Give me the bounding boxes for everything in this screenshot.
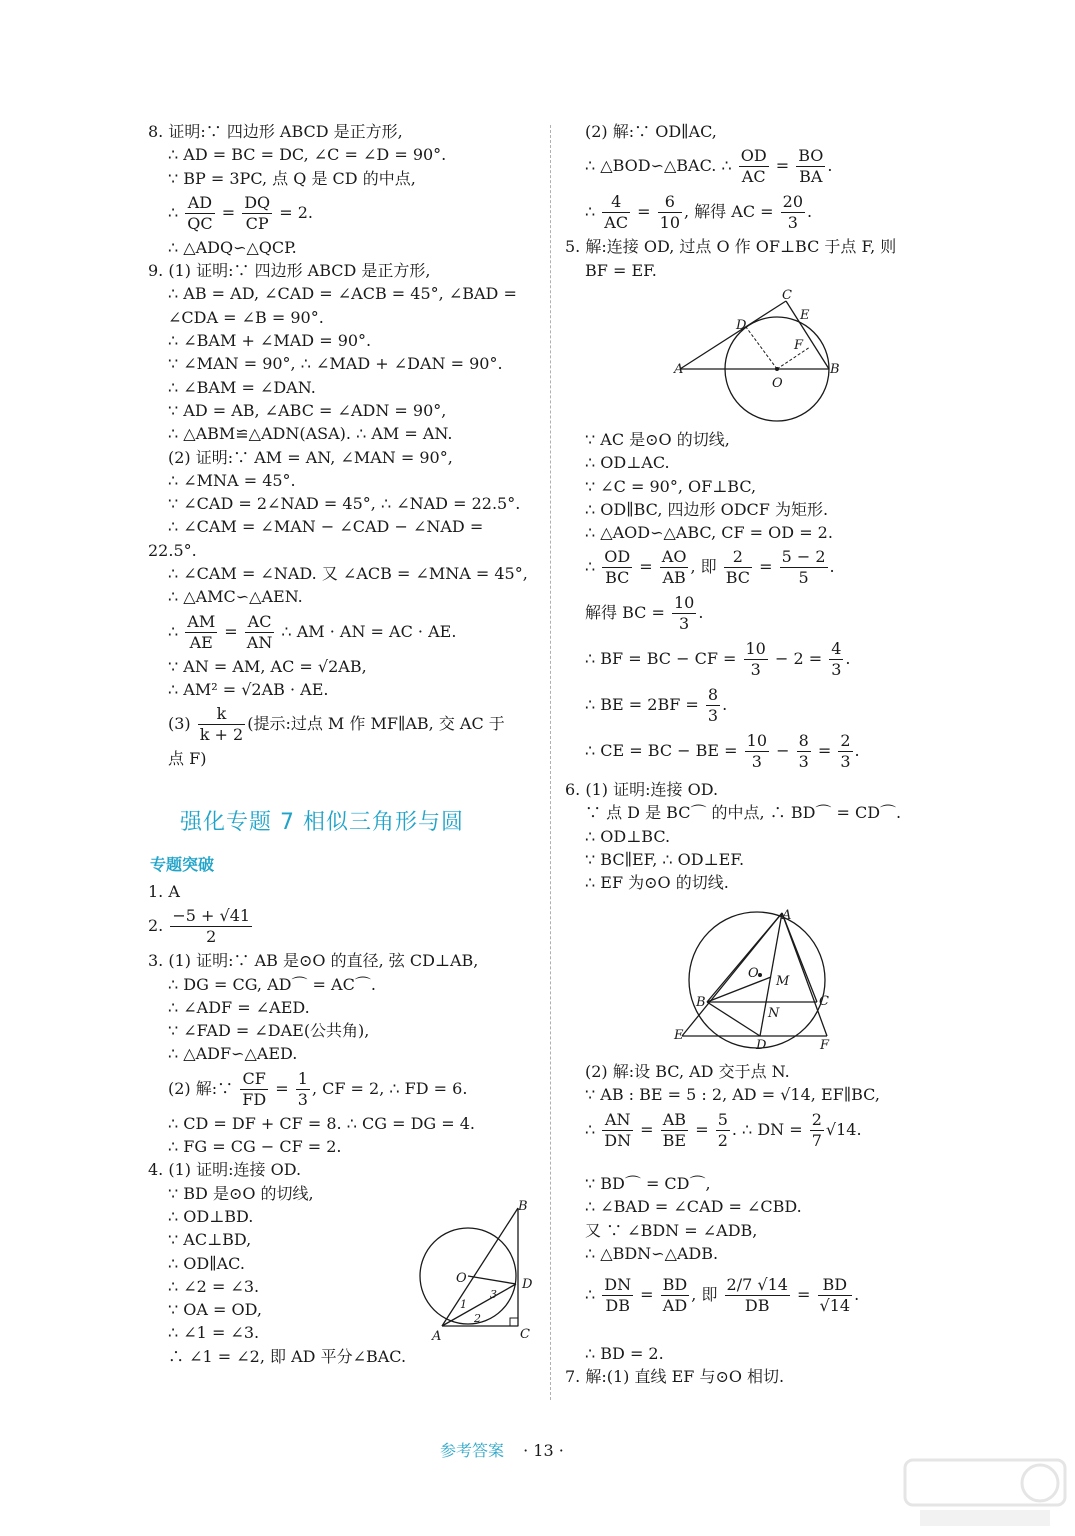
text-line: 点 F) (168, 749, 207, 769)
text-line: 3. (1) 证明:∵ AB 是⊙O 的直径, 弦 CD⊥AB, (148, 951, 479, 971)
fraction (744, 639, 768, 680)
fraction (725, 1275, 790, 1316)
left-column (148, 120, 543, 771)
text-line (565, 1107, 965, 1153)
fraction (810, 1110, 824, 1151)
text: ∴ (168, 202, 184, 222)
right-column-4 (565, 1060, 965, 1153)
fig6-label: D (756, 1038, 767, 1053)
text-line: ∴ OD⊥BC. (585, 826, 671, 846)
text-line: 22.5°. (148, 540, 197, 560)
fraction (185, 612, 217, 653)
fraction (245, 612, 275, 653)
text: ∴ △BOD∽△BAC. ∴ (585, 156, 737, 176)
fraction (242, 193, 272, 234)
text-line: ∴ △AOD∽△ABC, CF = OD = 2. (585, 523, 833, 543)
fraction-denominator: 3 (707, 706, 719, 726)
fraction (796, 146, 825, 187)
text: − 2 = (769, 649, 828, 669)
text: − (771, 741, 795, 761)
text: ∴ (585, 1119, 601, 1139)
fraction-numerator: 10 (745, 639, 766, 659)
fraction-numerator: 2 (811, 1109, 822, 1129)
text-line: 5. 解:连接 OD, 过点 O 作 OF⊥BC 于点 F, 则 (565, 237, 897, 257)
fraction-denominator: AD (662, 1296, 688, 1316)
text: = (635, 1285, 659, 1305)
text: = (754, 557, 778, 577)
text-line: ∴ ∠1 = ∠3. (168, 1323, 260, 1343)
line-ac (680, 301, 786, 369)
fig6-label: N (768, 1006, 780, 1021)
text-line: ∴ ∠BAM + ∠MAD = 90°. (168, 331, 372, 351)
text: ∴ (585, 557, 601, 577)
fraction-denominator: AC (604, 213, 629, 233)
fig6-label: O (748, 966, 759, 981)
text-line: ∵ BD⌒ = CD⌒, (585, 1174, 711, 1193)
fraction-denominator: 3 (798, 752, 809, 772)
fraction-numerator: AN (602, 1110, 633, 1131)
fraction-denominator: BA (799, 167, 823, 187)
text-line: 4. (1) 证明:连接 OD. (148, 1160, 302, 1180)
text: . (827, 156, 833, 176)
text: = (634, 557, 658, 577)
text: = (270, 1078, 294, 1098)
fraction-numerator: AM (187, 611, 216, 631)
fraction-denominator: AC (741, 167, 766, 187)
text: . (854, 1285, 860, 1305)
text-line: ∴ ∠BAD = ∠CAD = ∠CBD. (585, 1197, 802, 1217)
fig6-label: B (696, 995, 706, 1010)
fraction (602, 547, 632, 588)
fraction (745, 731, 769, 772)
fraction (602, 1110, 633, 1151)
text-line: 9. (1) 证明:∵ 四边形 ABCD 是正方形, (148, 261, 431, 281)
section-subheading: 专题突破 (150, 855, 215, 874)
fraction-numerator: BO (798, 146, 824, 166)
fraction-numerator: DN (604, 1275, 632, 1295)
column-divider (550, 125, 552, 1400)
fraction-denominator: QC (187, 213, 213, 233)
fraction-numerator: 2 (724, 547, 752, 568)
text: ∴ BF = BC − CF = (585, 649, 742, 669)
text: . (807, 202, 813, 222)
fraction-numerator: 10 (746, 731, 768, 751)
text-line: ∴ EF 为⊙O 的切线. (585, 873, 729, 893)
fraction-numerator: 8 (798, 731, 809, 751)
text-line: ∴ AB = AD, ∠CAD = ∠ACB = 45°, ∠BAD = (168, 284, 517, 304)
section-heading: 强化专题 7 相似三角形与圆 (180, 810, 464, 835)
text: ∴ AM · AN = AC · AE. (276, 621, 457, 641)
text-line: ∴ AM² = √2AB · AE. (168, 679, 329, 699)
text: ∴ CE = BC − BE = (585, 741, 743, 761)
fraction-denominator: BE (662, 1130, 687, 1150)
fraction-denominator: 5 (798, 568, 809, 588)
text-line: (2) 解:∵ OD∥AC, (585, 122, 717, 141)
text-line: ∵ ∠FAD = ∠DAE(公共角), (168, 1021, 370, 1041)
text-line: ∴ ∠ADF = ∠AED. (168, 997, 310, 1017)
text-line (148, 903, 543, 949)
fraction (660, 547, 689, 588)
text-line: (2) 解:设 BC, AD 交于点 N. (585, 1062, 790, 1081)
text: . (845, 649, 851, 669)
fig4-label: B (518, 1199, 528, 1214)
text: (2) 解:∵ (168, 1078, 239, 1098)
text-line: ∵ AN = AM, AC = √2AB, (168, 656, 367, 676)
page-footer (440, 1438, 564, 1461)
fraction (661, 1110, 688, 1151)
fig5-label: F (794, 338, 804, 353)
fraction-numerator: 4 (602, 192, 630, 213)
text: √14. (825, 1119, 862, 1139)
text: = (635, 1119, 659, 1139)
fraction (829, 639, 843, 680)
text: . (722, 695, 728, 715)
text-line (565, 544, 965, 590)
text-line: ∵ ∠CAD = 2∠NAD = 45°, ∴ ∠NAD = 22.5°. (168, 494, 521, 514)
text-line: ∴ ∠CAM = ∠NAD. 又 ∠ACB = ∠MNA = 45°, (168, 564, 528, 584)
text-line: ∴ BD = 2. (585, 1344, 664, 1363)
text-line: ∴ △ABM≌△ADN(ASA). ∴ AM = AN. (168, 424, 453, 444)
fig4-label: 2 (474, 1312, 481, 1325)
text: , 即 (691, 1285, 723, 1305)
fraction (781, 192, 805, 233)
text-line: ∴ ∠2 = ∠3. (168, 1276, 260, 1296)
fig6-label: C (819, 994, 829, 1009)
fraction-numerator: BD (818, 1275, 853, 1296)
fraction-denominator: 3 (750, 660, 761, 680)
text-line: 又 ∵ ∠BDN = ∠ADB, (585, 1220, 758, 1240)
watermark-logo (900, 1455, 1070, 1530)
fraction-denominator: 3 (840, 752, 851, 772)
fraction-numerator: 10 (673, 593, 695, 613)
text-line: ∴ OD⊥AC. (585, 453, 670, 473)
text: ∴ (168, 621, 184, 641)
text-line (565, 728, 965, 774)
fig5-label: O (772, 376, 783, 391)
fraction-numerator: BD (662, 1275, 688, 1295)
text-line (565, 590, 965, 636)
fraction-denominator: AN (246, 632, 273, 652)
fraction-numerator: 5 − 2 (781, 547, 826, 567)
fig4-label: C (520, 1327, 530, 1342)
text: = (791, 1285, 816, 1305)
fraction-denominator: 3 (297, 1089, 308, 1109)
right-column-2 (565, 428, 965, 774)
fraction (296, 1069, 310, 1110)
text-line (148, 190, 543, 236)
fraction (780, 547, 828, 588)
fraction-denominator: BC (605, 568, 630, 588)
text-line (565, 636, 965, 682)
text: . (698, 603, 704, 623)
fraction (724, 547, 752, 588)
text: ∴ (585, 202, 601, 222)
fraction (672, 593, 696, 634)
text-line (148, 701, 543, 747)
right-column-6 (565, 1342, 965, 1389)
text-line: ∴ △AMC∽△AEN. (168, 587, 303, 607)
fraction-denominator: CP (245, 213, 269, 233)
fraction-numerator: OD (740, 146, 767, 166)
fraction-numerator: 1 (297, 1068, 308, 1088)
text: ∴ BE = 2BF = (585, 695, 704, 715)
fraction (198, 704, 245, 745)
text-line: 6. (1) 证明:连接 OD. (565, 780, 719, 799)
fraction-numerator: CF (240, 1069, 268, 1090)
fraction-numerator: k (198, 704, 245, 725)
right-column (565, 120, 965, 282)
fraction (658, 192, 682, 233)
text: = (812, 741, 837, 761)
fraction-denominator: FD (242, 1089, 267, 1109)
fraction-numerator: 2 (840, 731, 851, 751)
fraction-numerator: OD (604, 547, 631, 567)
fig5-label: C (782, 288, 792, 303)
text: = (219, 621, 243, 641)
fraction-numerator: 2/7 √14 (726, 1275, 788, 1295)
fraction (716, 1110, 730, 1151)
text-line (148, 609, 543, 655)
fig5-label: E (800, 308, 810, 323)
fraction-numerator: AO (661, 547, 687, 567)
fraction (706, 685, 720, 726)
right-column-3 (565, 778, 965, 894)
text-line: ∵ AC 是⊙O 的切线, (585, 430, 730, 449)
fig6-label: F (820, 1038, 830, 1053)
fraction-denominator: 3 (679, 614, 690, 634)
text-line: BF = EF. (585, 260, 657, 280)
fraction-numerator: AD (185, 193, 214, 214)
fig4-label: O (456, 1271, 467, 1286)
fig4-label: A (432, 1329, 442, 1344)
fraction-denominator: 7 (811, 1130, 822, 1150)
text-line: ∵ ∠MAN = 90°, ∴ ∠MAD + ∠DAN = 90°. (168, 354, 503, 374)
figure-circle-triangle-6 (672, 905, 842, 1055)
fraction-numerator: AB (661, 1110, 688, 1131)
text-line: ∴ OD∥AC. (168, 1253, 245, 1273)
text: . (854, 741, 860, 761)
text: = (770, 156, 795, 176)
text-line: ∴ CD = DF + CF = 8. ∴ CG = DG = 4. (168, 1113, 476, 1133)
point-o (775, 367, 779, 371)
line-od (746, 327, 777, 369)
fraction (602, 192, 630, 233)
fraction-numerator: 5 (717, 1109, 728, 1129)
footer-label: 参考答案 (440, 1441, 505, 1460)
text: = (216, 202, 241, 222)
fraction (818, 1275, 853, 1316)
fraction-denominator: 3 (787, 213, 798, 233)
text-line: (2) 证明:∵ AM = AN, ∠MAN = 90°, (168, 447, 453, 467)
fraction-numerator: 20 (782, 192, 803, 212)
text: , 解得 AC = (684, 202, 779, 222)
fig5-label: B (830, 362, 840, 377)
fraction-numerator: AC (245, 612, 275, 633)
fraction (797, 731, 811, 772)
fraction-numerator: −5 + √41 (172, 906, 251, 926)
text-line: ∴ FG = CG − CF = 2. (168, 1137, 342, 1157)
text: . (829, 557, 835, 577)
text-line: ∠CDA = ∠B = 90°. (168, 307, 324, 327)
text-line: ∴ AD = BC = DC, ∠C = ∠D = 90°. (168, 145, 447, 165)
fraction-denominator: 10 (659, 213, 680, 233)
fraction (240, 1069, 268, 1110)
page-number: · 13 · (523, 1441, 564, 1460)
text-line: ∵ BD 是⊙O 的切线, (168, 1183, 314, 1203)
fraction-denominator: √14 (819, 1296, 851, 1316)
text-line: ∴ △ADF∽△AED. (168, 1044, 298, 1064)
text: ∴ (585, 1285, 601, 1305)
fraction-denominator: BC (725, 568, 751, 588)
fraction-denominator: k + 2 (199, 725, 244, 745)
fig4-label: 1 (460, 1298, 467, 1311)
fraction-numerator: 4 (831, 639, 842, 659)
fig6-label: A (782, 908, 792, 923)
text-line: ∵ AB : BE = 5 : 2, AD = √14, EF∥BC, (585, 1085, 880, 1105)
text-line: ∴ ∠1 = ∠2, 即 AD 平分∠BAC. (168, 1346, 407, 1366)
fraction-denominator: 2 (717, 1130, 728, 1150)
fig4-label: D (522, 1277, 533, 1292)
fig5-label: A (674, 362, 684, 377)
text-line (565, 1265, 965, 1325)
text-line: ∴ ∠MNA = 45°. (168, 470, 296, 490)
text-line: ∵ 点 D 是 BC⌒ 的中点, ∴ BD⌒ = CD⌒. (585, 803, 902, 823)
text-line: ∵ AD = AB, ∠ABC = ∠ADN = 90°, (168, 400, 447, 420)
text: (提示:过点 M 作 MF∥AB, 交 AC 于 (247, 714, 505, 734)
text-line (565, 143, 965, 189)
fraction (602, 1275, 633, 1316)
fraction (185, 193, 214, 234)
fraction (838, 731, 852, 772)
text: . ∴ DN = (731, 1119, 808, 1139)
text-line: 8. 证明:∵ 四边形 ABCD 是正方形, (148, 122, 403, 141)
fig5-label: D (736, 318, 747, 333)
text-line: ∵ ∠C = 90°, OF⊥BC, (585, 476, 757, 496)
fraction-denominator: AE (189, 632, 213, 652)
fraction-denominator: AB (662, 568, 686, 588)
fraction (661, 1275, 690, 1316)
text: = (632, 202, 656, 222)
text-line: ∵ OA = OD, (168, 1300, 262, 1320)
fig4-label: 3 (490, 1288, 497, 1301)
fig6-label: M (776, 974, 790, 989)
text: = (690, 1119, 714, 1139)
fraction-denominator: DB (605, 1296, 630, 1316)
fraction-denominator: 3 (831, 660, 842, 680)
text-line: ∴ ∠BAM = ∠DAN. (168, 377, 316, 397)
fraction (170, 906, 252, 947)
fig6-label: E (674, 1028, 684, 1043)
fraction-numerator: 6 (658, 192, 682, 213)
figure-circle-tangent-5 (670, 285, 850, 425)
figure-tangent-4 (418, 1198, 548, 1348)
text-line: ∴ ∠CAM = ∠MAN − ∠CAD − ∠NAD = (168, 517, 484, 537)
text-line: ∴ OD∥BC, 四边形 ODCF 为矩形. (585, 499, 829, 519)
text: 解得 BC = (585, 603, 670, 623)
text-line (565, 682, 965, 728)
text-line: ∴ OD⊥BD. (168, 1206, 254, 1226)
text-line (148, 1066, 543, 1112)
text-line: ∴ DG = CG, AD⌒ = AC⌒. (168, 974, 376, 994)
fraction (739, 146, 769, 187)
fraction-numerator: DQ (244, 192, 271, 212)
text-line: 1. A (148, 882, 180, 901)
text: , CF = 2, ∴ FD = 6. (311, 1078, 468, 1098)
fraction-denominator: 3 (751, 752, 762, 772)
text-line: ∵ BP = 3PC, 点 Q 是 CD 的中点, (168, 168, 416, 188)
fraction-numerator: 8 (707, 685, 719, 705)
text-line: ∵ BC∥EF, ∴ OD⊥EF. (585, 849, 745, 869)
text-line (565, 189, 965, 235)
text: = 2. (274, 202, 313, 222)
fraction-denominator: DN (604, 1130, 632, 1150)
text: (3) (168, 714, 196, 734)
text-line: 7. 解:(1) 直线 EF 与⊙O 相切. (565, 1367, 785, 1387)
text-line: ∴ △BDN∽△ADB. (585, 1243, 719, 1263)
fraction-denominator: DB (744, 1296, 770, 1316)
text-line: ∴ △ADQ∽△QCP. (168, 237, 297, 257)
fraction-denominator: 2 (206, 927, 217, 947)
text: , 即 (690, 557, 722, 577)
right-column-5 (565, 1172, 965, 1325)
text-line: ∵ AC⊥BD, (168, 1230, 252, 1250)
text: 2. (148, 916, 169, 936)
